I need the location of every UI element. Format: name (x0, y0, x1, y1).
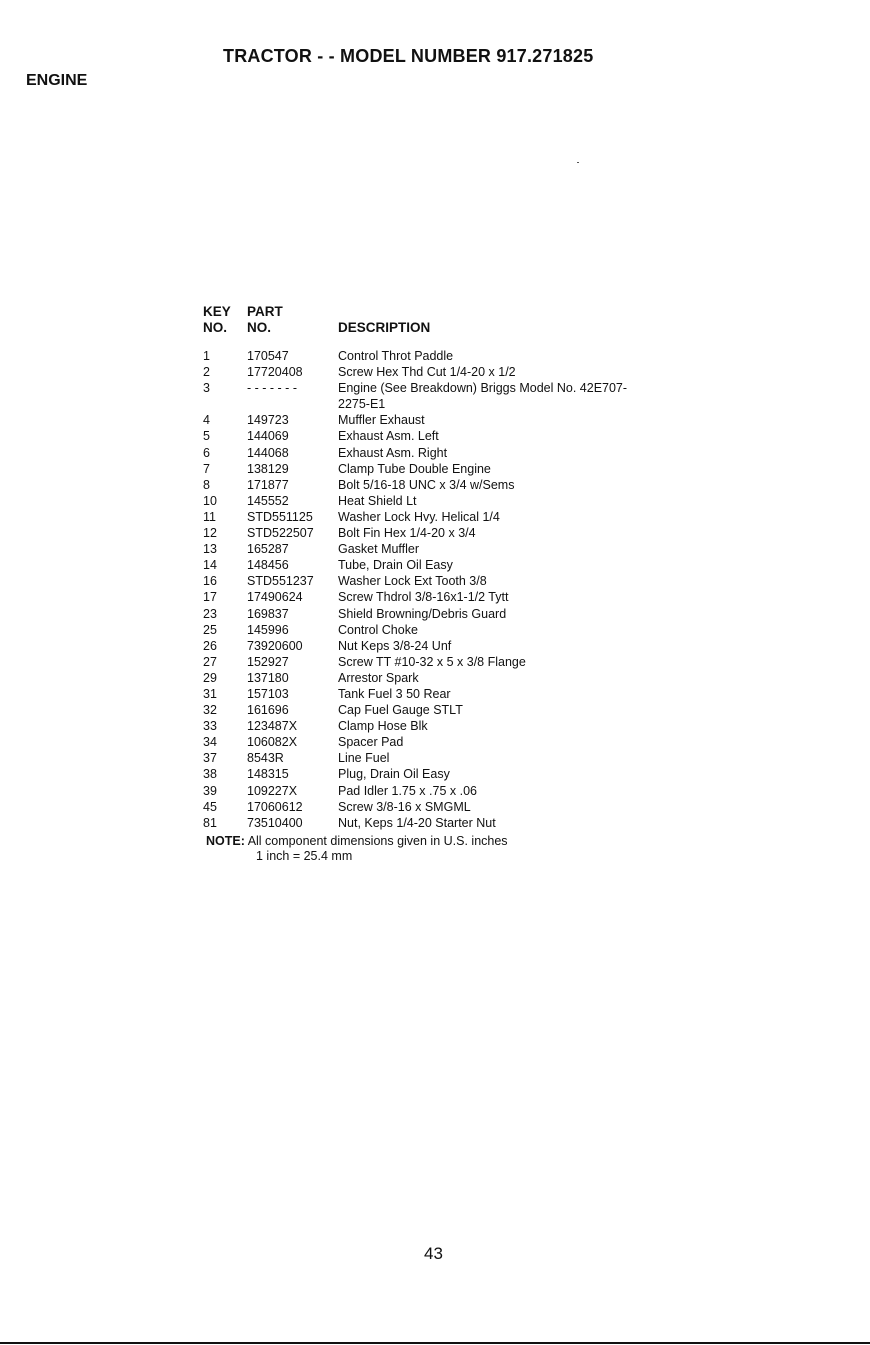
part-number-cell: 169837 (247, 606, 289, 621)
key-cell: 34 (203, 735, 217, 750)
table-row (203, 573, 643, 589)
table-row (203, 815, 643, 831)
part-number-cell: 17060612 (247, 799, 303, 814)
column-header-key-top: KEY (203, 304, 231, 319)
note-label: NOTE: (206, 834, 245, 848)
part-number-cell: 109227X (247, 783, 298, 798)
table-row (203, 606, 643, 622)
table-row (203, 509, 643, 525)
description-cell: Bolt Fin Hex 1/4-20 x 3/4 (338, 526, 476, 541)
table-row (203, 493, 643, 509)
part-number-cell: 144068 (247, 445, 289, 460)
key-cell: 37 (203, 751, 217, 766)
table-row (203, 638, 643, 654)
key-cell: 14 (203, 558, 217, 573)
note-conversion: 1 inch = 25.4 mm (256, 849, 353, 863)
description-cell: Tank Fuel 3 50 Rear (338, 686, 451, 701)
part-number-cell: 123487X (247, 719, 298, 734)
note (206, 833, 508, 849)
table-row (203, 525, 643, 541)
part-number-cell: 165287 (247, 542, 289, 557)
table-row (203, 702, 643, 718)
table-row (203, 589, 643, 605)
description-cell: Screw Hex Thd Cut 1/4-20 x 1/2 (338, 365, 516, 380)
table-row (203, 654, 643, 670)
description-cell: Muffler Exhaust (338, 413, 425, 428)
part-number-cell: 144069 (247, 429, 289, 444)
key-cell: 7 (203, 461, 210, 476)
description-cell: Clamp Tube Double Engine (338, 461, 491, 476)
key-cell: 10 (203, 493, 217, 508)
table-row (203, 477, 643, 493)
part-number-cell: 137180 (247, 670, 289, 685)
parts-list (203, 348, 643, 831)
note-text: All component dimensions given in U.S. inches (247, 834, 508, 848)
key-cell: 26 (203, 638, 217, 653)
part-number-cell: - - - - - - - (247, 381, 297, 396)
key-cell: 17 (203, 590, 217, 605)
key-cell: 27 (203, 654, 217, 669)
bottom-rule (0, 1342, 870, 1344)
key-cell: 2 (203, 365, 210, 380)
description-cell: Screw 3/8-16 x SMGML (338, 799, 471, 814)
table-row (203, 622, 643, 638)
key-cell: 13 (203, 542, 217, 557)
key-cell: 3 (203, 381, 210, 396)
part-number-cell: 152927 (247, 654, 289, 669)
part-number-cell: 17720408 (247, 365, 303, 380)
description-cell: Heat Shield Lt (338, 493, 417, 508)
key-cell: 1 (203, 349, 210, 363)
part-number-cell: 149723 (247, 413, 289, 428)
part-number-cell: STD551125 (247, 509, 313, 524)
key-cell: 45 (203, 799, 217, 814)
part-number-cell: STD522507 (247, 526, 314, 541)
key-cell: 33 (203, 719, 217, 734)
key-cell: 81 (203, 815, 217, 830)
key-cell: 8 (203, 477, 210, 492)
key-cell: 32 (203, 703, 217, 718)
table-row (203, 750, 643, 766)
column-header-part-top: PART (247, 304, 283, 319)
description-cell: Gasket Muffler (338, 542, 420, 557)
table-row (203, 348, 643, 364)
key-cell: 6 (203, 445, 210, 460)
description-cell: Cap Fuel Gauge STLT (338, 703, 463, 718)
description-cell: Nut, Keps 1/4-20 Starter Nut (338, 815, 496, 830)
description-cell: Screw Thdrol 3/8-16x1-1/2 Tytt (338, 590, 509, 605)
description-cell: Clamp Hose Blk (338, 719, 428, 734)
key-cell: 16 (203, 574, 217, 589)
column-header-key-bottom: NO. (203, 320, 228, 335)
key-cell: 12 (203, 526, 217, 541)
part-number-cell: 161696 (247, 703, 289, 718)
part-number-cell: 106082X (247, 735, 298, 750)
table-row (203, 461, 643, 477)
key-cell: 11 (203, 509, 216, 524)
key-cell: 29 (203, 670, 217, 685)
page-number: 43 (424, 1244, 443, 1263)
description-cell: Washer Lock Ext Tooth 3/8 (338, 574, 487, 589)
description-cell: Tube, Drain Oil Easy (338, 558, 453, 573)
key-cell: 4 (203, 413, 210, 428)
description-cell: Plug, Drain Oil Easy (338, 767, 450, 782)
description-cell: Engine (See Breakdown) Briggs Model No. 42E707-2275-E1 (338, 381, 628, 412)
table-row (203, 412, 643, 428)
table-row (203, 686, 643, 702)
description-cell: Nut Keps 3/8-24 Unf (338, 638, 452, 653)
column-header-description: DESCRIPTION (338, 320, 431, 335)
key-cell: 5 (203, 429, 210, 444)
description-cell: Control Throt Paddle (338, 349, 454, 363)
description-cell: Screw TT #10-32 x 5 x 3/8 Flange (338, 654, 526, 669)
table-row (203, 380, 643, 412)
section-heading: ENGINE (26, 72, 88, 89)
table-row (203, 428, 643, 444)
part-number-cell: 171877 (247, 477, 289, 492)
table-row (203, 541, 643, 557)
table-row (203, 718, 643, 734)
table-row (203, 445, 643, 461)
table-row (203, 557, 643, 573)
table-row (203, 670, 643, 686)
description-cell: Pad Idler 1.75 x .75 x .06 (338, 783, 477, 798)
part-number-cell: 17490624 (247, 590, 303, 605)
table-row (203, 783, 643, 799)
part-number-cell: 8543R (247, 751, 284, 766)
description-cell: Exhaust Asm. Right (338, 445, 448, 460)
description-cell: Line Fuel (338, 751, 390, 766)
part-number-cell: 145996 (247, 622, 289, 637)
description-cell: Arrestor Spark (338, 670, 419, 685)
description-cell: Spacer Pad (338, 735, 404, 750)
part-number-cell: 157103 (247, 686, 289, 701)
description-cell: Shield Browning/Debris Guard (338, 606, 507, 621)
key-cell: 38 (203, 767, 217, 782)
page-title: TRACTOR - - MODEL NUMBER 917.271825 (223, 46, 594, 66)
table-row (203, 734, 643, 750)
key-cell: 31 (203, 686, 217, 701)
part-number-cell: 148315 (247, 767, 289, 782)
part-number-cell: STD551237 (247, 574, 314, 589)
description-cell: Bolt 5/16-18 UNC x 3/4 w/Sems (338, 477, 515, 492)
part-number-cell: 73920600 (247, 638, 303, 653)
part-number-cell: 73510400 (247, 815, 303, 830)
part-number-cell: 170547 (247, 349, 289, 363)
key-cell: 39 (203, 783, 217, 798)
part-number-cell: 138129 (247, 461, 289, 476)
stray-mark (577, 162, 579, 163)
description-cell: Control Choke (338, 622, 418, 637)
part-number-cell: 145552 (247, 493, 289, 508)
table-row (203, 766, 643, 782)
key-cell: 23 (203, 606, 217, 621)
table-row (203, 364, 643, 380)
description-cell: Exhaust Asm. Left (338, 429, 439, 444)
description-cell: Washer Lock Hvy. Helical 1/4 (338, 509, 500, 524)
key-cell: 25 (203, 622, 217, 637)
table-row (203, 799, 643, 815)
column-header-part-bottom: NO. (247, 320, 272, 335)
part-number-cell: 148456 (247, 558, 289, 573)
